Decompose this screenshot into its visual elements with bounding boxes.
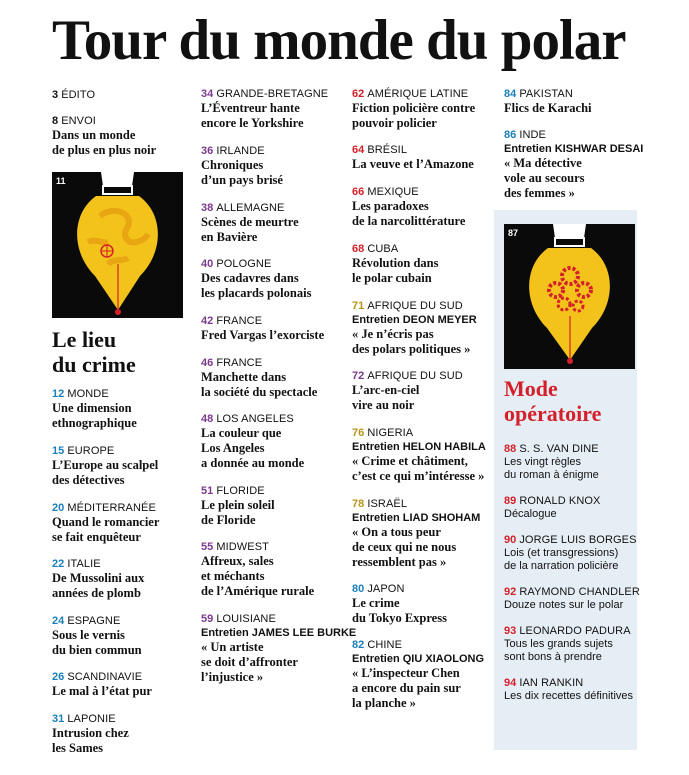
- toc-entry: [201, 612, 357, 685]
- toc-entry: [201, 314, 346, 343]
- toc-entry-label: [504, 676, 638, 690]
- toc-entry: [52, 712, 192, 756]
- page-number: 40: [201, 258, 214, 270]
- toc-entry-label: [201, 612, 346, 626]
- toc-entry-label: [352, 638, 492, 652]
- toc-entry-label: [352, 299, 492, 313]
- section-name: PAKISTAN: [519, 88, 573, 100]
- toc-entry-label: [52, 712, 192, 726]
- toc-entry: [52, 557, 192, 601]
- toc-entry-label: [201, 540, 346, 554]
- section-name: CHINE: [367, 639, 403, 651]
- toc-entry-label: [504, 624, 638, 638]
- page-number: 71: [352, 300, 365, 312]
- toc-entry-label: [352, 582, 492, 596]
- page-number: 89: [504, 495, 517, 507]
- article-title: « Je n’écris pas des polars politiques »: [352, 327, 471, 356]
- toc-entry-label: [201, 87, 346, 101]
- section-name: MÉDITERRANÉE: [67, 502, 156, 514]
- article-title: Les dix recettes définitives: [504, 690, 634, 702]
- page-number: 8: [52, 115, 59, 127]
- toc-entry: [201, 144, 346, 188]
- article-title: Dans un monde de plus en plus noir: [52, 128, 157, 157]
- toc-entry-label: [504, 128, 644, 142]
- page-number: 64: [352, 144, 365, 156]
- page-title: Tour du monde du polar: [52, 9, 626, 72]
- section-name: MONDE: [67, 388, 109, 400]
- toc-entry: [201, 412, 346, 471]
- section-name: CUBA: [367, 243, 399, 255]
- toc-entry: [52, 88, 192, 102]
- article-title: Douze notes sur le polar: [504, 599, 624, 611]
- section-name: S. S. VAN DINE: [519, 443, 599, 455]
- illustration-page-number: 11: [56, 176, 66, 186]
- toc-entry: [352, 582, 492, 626]
- interview-subtitle: Entretien DEON MEYER: [352, 314, 477, 326]
- toc-entry: [504, 585, 638, 612]
- article-title: Tous les grands sujets sont bons à prendre: [504, 638, 613, 663]
- pen-nib-gears-illustration: [504, 224, 635, 369]
- section-name: NIGERIA: [367, 427, 414, 439]
- page-number: 12: [52, 388, 65, 400]
- page-number: 55: [201, 541, 214, 553]
- article-title: « On a tous peur de ceux qui ne nous ressemblent pas »: [352, 525, 457, 569]
- article-title: « Un artiste se doit d’affronter l’injustice »: [201, 640, 298, 684]
- toc-entry-label: [504, 87, 644, 101]
- toc-entry: [352, 143, 492, 172]
- pen-nib-globe-icon: [52, 172, 183, 318]
- toc-entry: [504, 442, 638, 482]
- toc-entry-label: [201, 257, 346, 271]
- toc-column-4-bottom: [504, 442, 638, 703]
- article-title: « Crime et châtiment, c’est ce qui m’intéresse »: [352, 454, 485, 483]
- article-title: Flics de Karachi: [504, 101, 592, 115]
- article-title: Fred Vargas l’exorciste: [201, 328, 325, 342]
- section-name: ENVOI: [61, 115, 96, 127]
- interview-subtitle: Entretien QIU XIAOLONG: [352, 653, 485, 665]
- toc-entry: [201, 201, 346, 245]
- article-title: De Mussolini aux années de plomb: [52, 571, 145, 600]
- page-number: 68: [352, 243, 365, 255]
- toc-entry-label: [52, 444, 192, 458]
- section-name: ISRAËL: [367, 498, 408, 510]
- article-title: Lois (et transgressions) de la narration policière: [504, 547, 619, 572]
- toc-column-4-top: [504, 87, 644, 201]
- page-number: 66: [352, 186, 365, 198]
- section-title-mode-operatoire: Mode opératoire: [504, 376, 602, 426]
- page-number: 76: [352, 427, 365, 439]
- article-title: Intrusion chez les Sames: [52, 726, 129, 755]
- article-title: L’arc-en-ciel vire au noir: [352, 383, 420, 412]
- toc-entry-label: [352, 143, 492, 157]
- toc-entry-label: [201, 356, 346, 370]
- page-number: 15: [52, 445, 65, 457]
- toc-entry-label: [201, 314, 346, 328]
- toc-entry-label: [352, 426, 492, 440]
- interview-subtitle: Entretien LIAD SHOHAM: [352, 512, 481, 524]
- toc-entry: [52, 670, 192, 699]
- article-title: Des cadavres dans les placards polonais: [201, 271, 312, 300]
- section-name: SCANDINAVIE: [67, 671, 143, 683]
- page-number: 72: [352, 370, 365, 382]
- article-title: Le plein soleil de Floride: [201, 498, 275, 527]
- page-number: 31: [52, 713, 65, 725]
- section-name: IRLANDE: [216, 145, 265, 157]
- toc-entry-label: [504, 585, 638, 599]
- page-number: 26: [52, 671, 65, 683]
- toc-entry: [201, 257, 346, 301]
- toc-entry: [201, 87, 346, 131]
- article-title: Le mal à l’état pur: [52, 684, 152, 698]
- page-number: 78: [352, 498, 365, 510]
- page-number: 48: [201, 413, 214, 425]
- page-number: 51: [201, 485, 214, 497]
- illustration-page-number: 87: [508, 228, 519, 238]
- section-name: AMÉRIQUE LATINE: [367, 88, 469, 100]
- section-name: FRANCE: [216, 315, 263, 327]
- section-name: AFRIQUE DU SUD: [367, 370, 463, 382]
- page-number: 93: [504, 625, 517, 637]
- article-title: Chroniques d’un pays brisé: [201, 158, 283, 187]
- section-name: AFRIQUE DU SUD: [367, 300, 463, 312]
- article-title: Les paradoxes de la narcolittérature: [352, 199, 466, 228]
- article-title: Les vingt règles du roman à énigme: [504, 456, 599, 481]
- toc-entry-label: [352, 242, 492, 256]
- section-name: ESPAGNE: [67, 615, 121, 627]
- toc-entry-label: [52, 88, 192, 102]
- toc-entry-label: [201, 412, 346, 426]
- pen-nib-globe-illustration: [52, 172, 183, 318]
- toc-column-1-top: [52, 88, 192, 158]
- section-title-lieu-du-crime: Le lieu du crime: [52, 327, 136, 377]
- section-name: LEONARDO PADURA: [519, 625, 631, 637]
- section-name: JORGE LUIS BORGES: [519, 534, 637, 546]
- toc-entry-label: [52, 614, 192, 628]
- page-number: 42: [201, 315, 214, 327]
- toc-entry-label: [201, 144, 346, 158]
- toc-column-1-bottom: [52, 387, 192, 756]
- page-number: 84: [504, 88, 517, 100]
- article-title: Quand le romancier se fait enquêteur: [52, 515, 160, 544]
- toc-entry: [201, 356, 346, 400]
- toc-entry: [52, 387, 192, 431]
- toc-entry-label: [504, 442, 638, 456]
- interview-subtitle: Entretien KISHWAR DESAI: [504, 143, 644, 155]
- toc-entry: [504, 87, 644, 116]
- article-title: Affreux, sales et méchants de l’Amérique rurale: [201, 554, 315, 598]
- toc-column-2: [201, 87, 357, 685]
- article-title: « L’inspecteur Chen a encore du pain sur la planche »: [352, 666, 461, 710]
- page-number: 92: [504, 586, 517, 598]
- toc-entry-label: [201, 201, 346, 215]
- toc-entry: [352, 185, 492, 229]
- section-name: ITALIE: [67, 558, 101, 570]
- page-number: 24: [52, 615, 65, 627]
- section-name: RONALD KNOX: [519, 495, 601, 507]
- toc-entry: [352, 638, 492, 711]
- article-title: Le crime du Tokyo Express: [352, 596, 447, 625]
- article-title: « Ma détective vole au secours des femmes »: [504, 156, 585, 200]
- toc-entry: [352, 426, 492, 484]
- section-name: LOS ANGELES: [216, 413, 294, 425]
- page-number: 59: [201, 613, 214, 625]
- page-number: 22: [52, 558, 65, 570]
- article-title: Une dimension ethnographique: [52, 401, 137, 430]
- pen-nib-gears-icon: [504, 224, 635, 369]
- toc-entry-label: [52, 114, 192, 128]
- page-number: 62: [352, 88, 365, 100]
- toc-entry-label: [352, 497, 492, 511]
- toc-entry-label: [352, 87, 492, 101]
- page-number: 86: [504, 129, 517, 141]
- toc-entry-label: [52, 670, 192, 684]
- article-title: L’Éventreur hante encore le Yorkshire: [201, 101, 304, 130]
- toc-entry: [352, 497, 492, 570]
- toc-entry: [504, 676, 638, 703]
- page-number: 20: [52, 502, 65, 514]
- section-name: IAN RANKIN: [519, 677, 584, 689]
- article-title: Scènes de meurtre en Bavière: [201, 215, 299, 244]
- section-name: LOUISIANE: [216, 613, 276, 625]
- toc-entry-label: [352, 369, 492, 383]
- page-number: 80: [352, 583, 365, 595]
- toc-entry: [52, 114, 192, 158]
- page-number: 88: [504, 443, 517, 455]
- toc-entry-label: [504, 494, 638, 508]
- article-title: Sous le vernis du bien commun: [52, 628, 142, 657]
- article-title: La veuve et l’Amazone: [352, 157, 474, 171]
- toc-entry: [52, 444, 192, 488]
- page-number: 94: [504, 677, 517, 689]
- toc-entry: [52, 614, 192, 658]
- section-name: FLORIDE: [216, 485, 265, 497]
- toc-entry: [52, 501, 192, 545]
- toc-entry: [352, 369, 492, 413]
- page-number: 36: [201, 145, 214, 157]
- article-title: Révolution dans le polar cubain: [352, 256, 439, 285]
- toc-entry-label: [52, 501, 192, 515]
- toc-entry-label: [352, 185, 492, 199]
- toc-entry: [504, 624, 638, 664]
- section-name: LAPONIE: [67, 713, 116, 725]
- toc-entry: [201, 484, 346, 528]
- page-number: 3: [52, 89, 59, 101]
- section-name: MIDWEST: [216, 541, 269, 553]
- section-name: ALLEMAGNE: [216, 202, 285, 214]
- toc-entry-label: [52, 557, 192, 571]
- toc-column-3: [352, 87, 492, 711]
- section-name: FRANCE: [216, 357, 263, 369]
- toc-entry-label: [52, 387, 192, 401]
- section-name: ÉDITO: [61, 89, 96, 101]
- article-title: Fiction policière contre pouvoir policier: [352, 101, 476, 130]
- page-number: 46: [201, 357, 214, 369]
- section-name: BRÉSIL: [367, 144, 408, 156]
- section-name: MEXIQUE: [367, 186, 419, 198]
- section-name: JAPON: [367, 583, 405, 595]
- page-number: 34: [201, 88, 214, 100]
- toc-entry: [504, 533, 638, 573]
- interview-subtitle: Entretien HELON HABILA: [352, 441, 486, 453]
- page-number: 82: [352, 639, 365, 651]
- section-name: POLOGNE: [216, 258, 272, 270]
- article-title: Décalogue: [504, 508, 557, 520]
- toc-entry-label: [504, 533, 638, 547]
- page-number: 90: [504, 534, 517, 546]
- section-name: RAYMOND CHANDLER: [519, 586, 640, 598]
- toc-entry: [504, 494, 638, 521]
- toc-entry: [352, 87, 492, 131]
- page-number: 38: [201, 202, 214, 214]
- section-name: GRANDE-BRETAGNE: [216, 88, 329, 100]
- toc-entry: [504, 128, 644, 201]
- toc-entry-label: [201, 484, 346, 498]
- toc-entry: [352, 299, 492, 357]
- section-name: INDE: [519, 129, 546, 141]
- section-name: EUROPE: [67, 445, 115, 457]
- article-title: La couleur que Los Angeles a donnée au monde: [201, 426, 305, 470]
- article-title: L’Europe au scalpel des détectives: [52, 458, 159, 487]
- toc-entry: [201, 540, 346, 599]
- toc-entry: [352, 242, 492, 286]
- interview-subtitle: Entretien JAMES LEE BURKE: [201, 627, 357, 639]
- article-title: Manchette dans la société du spectacle: [201, 370, 318, 399]
